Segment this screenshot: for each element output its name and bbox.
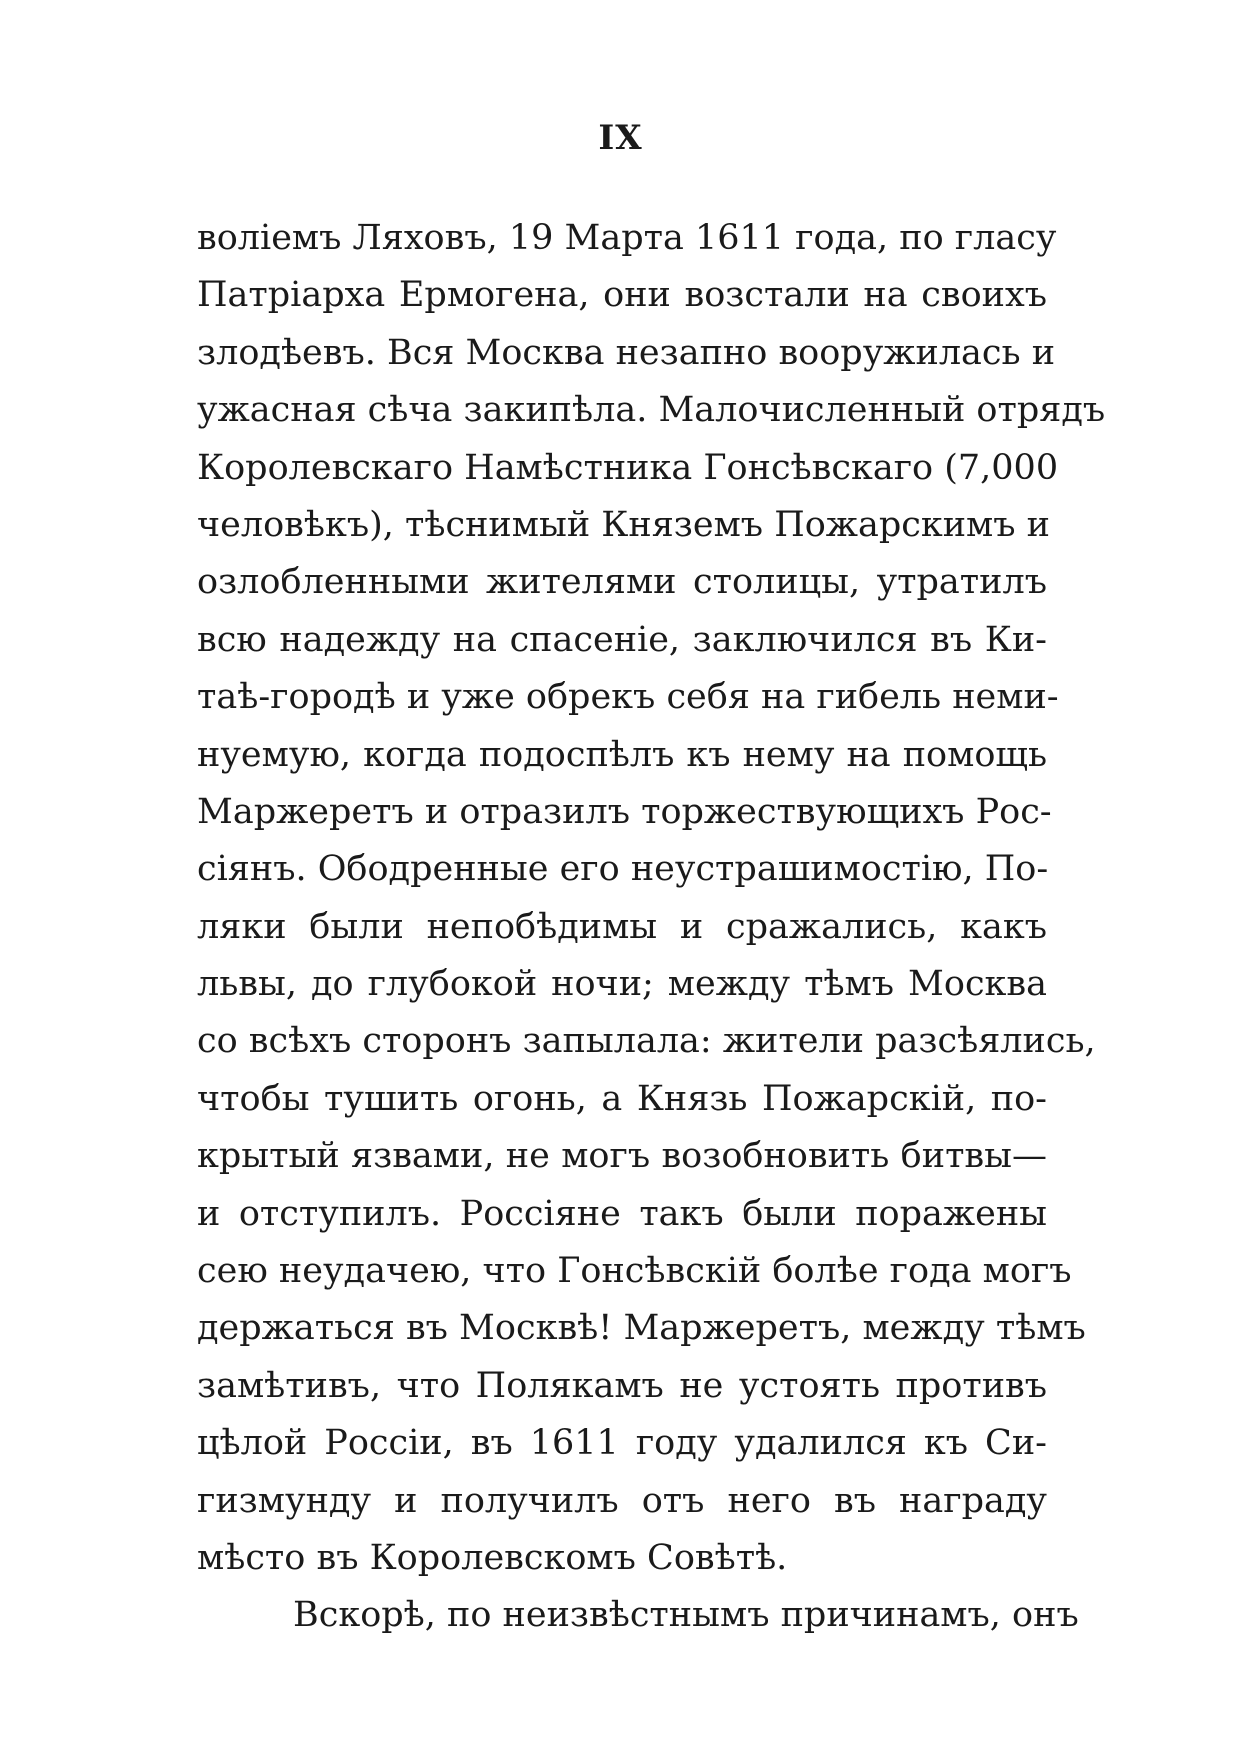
text-line: гизмунду и получилъ отъ него въ награду: [197, 1480, 1047, 1521]
text-line: всю надежду на спасеніе, заключился въ Ки-: [197, 619, 1047, 660]
text-line: сіянъ. Ободренные его неустрашимостію, По-: [197, 849, 1049, 890]
text-line: львы, до глубокой ночи; между тѣмъ Москва: [197, 964, 1047, 1005]
text-line: со всѣхъ сторонъ запылала: жители разсѣялись,: [197, 1021, 1096, 1062]
page-number: IX: [598, 118, 643, 158]
text-line: озлобленными жителями столицы, утратилъ: [197, 562, 1047, 603]
text-line: злодѣевъ. Вся Москва незапно вооружилась и: [197, 332, 1056, 373]
text-line: человѣкъ), тѣснимый Княземъ Пожарскимъ и: [197, 504, 1051, 545]
text-line: цѣлой Россіи, въ 1611 году удалился къ Си-: [197, 1423, 1047, 1464]
text-line: мѣсто въ Королевскомъ Совѣтѣ.: [197, 1537, 788, 1578]
text-line: Маржеретъ и отразилъ торжествующихъ Рос-: [197, 791, 1052, 832]
text-line: ляки были непобѣдимы и сражались, какъ: [197, 906, 1047, 947]
paragraph-start-line: Вскорѣ, по неизвѣстнымъ причинамъ, онъ: [293, 1595, 1079, 1636]
text-line: сею неудачею, что Гонсѣвскій болѣе года могъ: [197, 1251, 1072, 1292]
text-line: и отступилъ. Россіяне такъ были поражены: [197, 1193, 1047, 1234]
text-line: таѣ-городѣ и уже обрекъ себя на гибель неми-: [197, 677, 1059, 718]
text-line: ужасная сѣча закипѣла. Малочисленный отрядъ: [197, 390, 1106, 431]
text-line: держаться въ Москвѣ! Маржеретъ, между тѣмъ: [197, 1308, 1086, 1349]
text-line: Королевскаго Намѣстника Гонсѣвскаго (7,000: [197, 447, 1059, 488]
body-text: [197, 210, 1106, 1645]
text-line: замѣтивъ, что Полякамъ не устоять противъ: [197, 1365, 1047, 1406]
text-line: воліемъ Ляховъ, 19 Марта 1611 года, по гласу: [197, 218, 1057, 258]
text-line: чтобы тушить огонь, а Князь Пожарскій, по-: [197, 1078, 1047, 1119]
text-line: Патріарха Ермогена, они возстали на своихъ: [197, 275, 1047, 316]
text-line: крытый язвами, не могъ возобновить битвы—: [197, 1136, 1047, 1177]
text-line: нуемую, когда подоспѣлъ къ нему на помощь: [197, 734, 1047, 775]
